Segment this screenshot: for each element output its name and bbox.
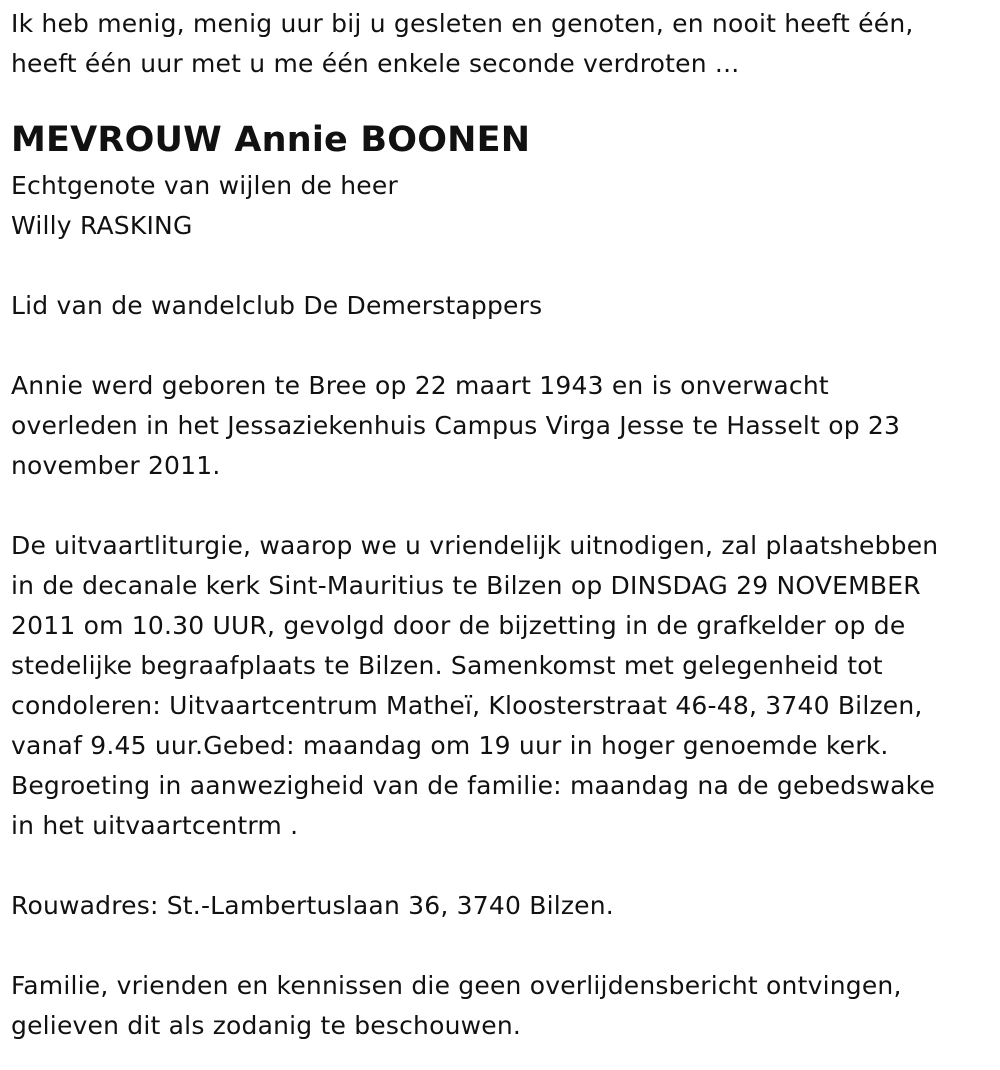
opening-quote (11, 4, 986, 84)
spacer (11, 846, 986, 886)
paragraph-line: Begroeting in aanwezigheid van de familie: maandag na de gebedswake (11, 771, 936, 800)
spouse-section (11, 166, 986, 246)
paragraph-line: overleden in het Jessaziekenhuis Campus Virga Jesse te Hasselt op 23 (11, 411, 901, 440)
spacer (11, 486, 986, 526)
quote-line: Ik heb menig, menig uur bij u gesleten en genoten, en nooit heeft één, (11, 9, 914, 38)
deceased-name-title: MEVROUW Annie BOONEN (11, 120, 531, 160)
paragraph-line: november 2011. (11, 451, 221, 480)
funeral-paragraph (11, 526, 986, 846)
paragraph-line: 2011 om 10.30 UUR, gevolgd door de bijzetting in de grafkelder op de (11, 611, 906, 640)
paragraph-line: Familie, vrienden en kennissen die geen overlijdensbericht ontvingen, (11, 971, 902, 1000)
spacer (11, 246, 986, 286)
membership-line: Lid van de wandelclub De Demerstappers (11, 291, 543, 320)
spouse-line: Echtgenote van wijlen de heer (11, 171, 398, 200)
spacer (11, 326, 986, 366)
paragraph-line: condoleren: Uitvaartcentrum Matheï, Kloosterstraat 46-48, 3740 Bilzen, (11, 691, 923, 720)
quote-line: heeft één uur met u me één enkele seconde verdroten ... (11, 49, 740, 78)
spouse-line: Willy RASKING (11, 211, 193, 240)
paragraph-line: vanaf 9.45 uur.Gebed: maandag om 19 uur in hoger genoemde kerk. (11, 731, 889, 760)
paragraph-line: gelieven dit als zodanig te beschouwen. (11, 1011, 522, 1040)
spacer (11, 926, 986, 966)
paragraph-line: De uitvaartliturgie, waarop we u vriendelijk uitnodigen, zal plaatshebben (11, 531, 939, 560)
mourning-address: Rouwadres: St.-Lambertuslaan 36, 3740 Bilzen. (11, 891, 614, 920)
paragraph-line: stedelijke begraafplaats te Bilzen. Samenkomst met gelegenheid tot (11, 651, 883, 680)
paragraph-line: in de decanale kerk Sint-Mauritius te Bilzen op DINSDAG 29 NOVEMBER (11, 571, 921, 600)
paragraph-line: in het uitvaartcentrm . (11, 811, 299, 840)
obituary-document (11, 0, 986, 1046)
birth-death-paragraph (11, 366, 986, 486)
closing-paragraph (11, 966, 986, 1046)
paragraph-line: Annie werd geboren te Bree op 22 maart 1943 en is onverwacht (11, 371, 829, 400)
